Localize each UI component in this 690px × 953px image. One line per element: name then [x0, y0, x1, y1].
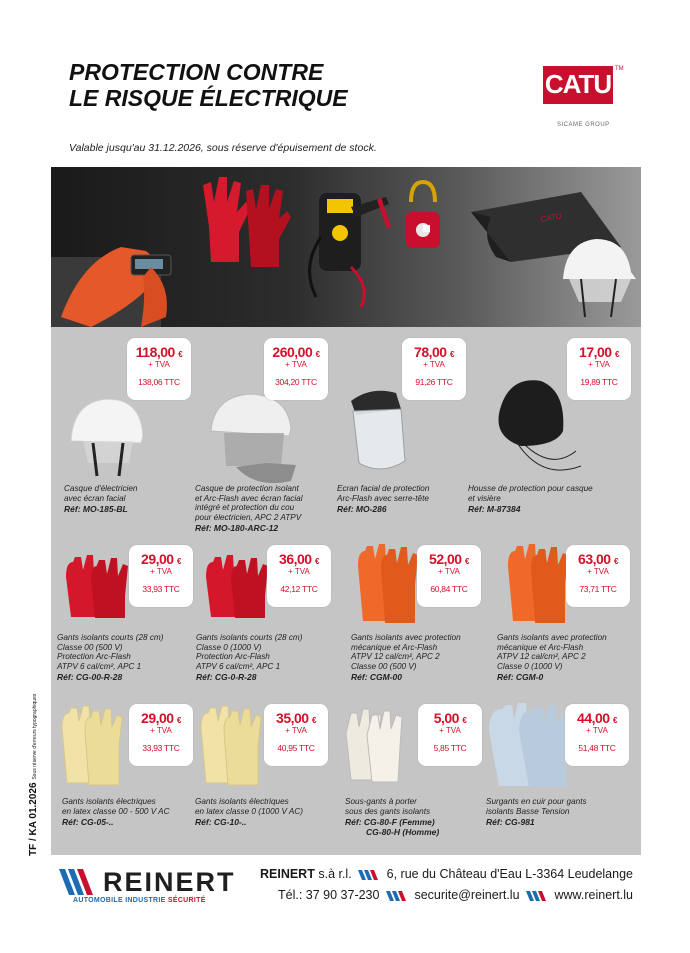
- hero-banner: [51, 167, 641, 327]
- website-link[interactable]: www.reinert.lu: [554, 888, 633, 902]
- price-tag: 36,00 € + TVA 42,12 TTC: [267, 545, 331, 607]
- product-description: Gants isolants électriques en latex classe 0 (1000 V AC) Réf: CG-10-..: [195, 797, 304, 828]
- price-tag: 29,00 € + TVA 33,93 TTC: [129, 704, 193, 766]
- product-description: Casque de protection isolant et Arc-Flash avec écran facial intégré et protection du cou pour électricien, APC 2 ATPV Réf: MO-180-ARC-12: [195, 484, 303, 534]
- reinert-tagline: AUTOMOBILE INDUSTRIE SÉCURITÉ: [73, 897, 206, 904]
- reinert-slashes-icon: [59, 869, 103, 897]
- price-tag: 260,00 € + TVA 304,20 TTC: [264, 338, 328, 400]
- orange-gloves-image: [353, 541, 423, 626]
- company-address: REINERT s.à r.l. 6, rue du Château d'Eau L-3364 Leudelange: [259, 867, 633, 881]
- price-tag: 44,00 € + TVA 51,48 TTC: [565, 704, 629, 766]
- leather-overgloves-image: [484, 701, 574, 791]
- validity-note: Valable jusqu'au 31.12.2026, sous réserve d'épuisement de stock.: [69, 142, 377, 154]
- company-contact: Tél.: 37 90 37-230 securite@reinert.lu www.reinert.lu: [278, 888, 633, 902]
- catu-group-text: SICAME GROUP: [557, 122, 610, 128]
- helmet-cover-image: [481, 371, 581, 481]
- price-tag: 17,00 € + TVA 19,89 TTC: [567, 338, 631, 400]
- product-description: Ecran facial de protection Arc-Flash avec serre-tête Réf: MO-286: [337, 484, 430, 515]
- email-link[interactable]: securite@reinert.lu: [414, 888, 520, 902]
- product-description: Gants isolants courts (28 cm) Classe 0 (1000 V) Protection Arc-Flash ATPV 6 cal/cm², APC 1 Réf: CG-0-R-28: [196, 633, 303, 683]
- title-line-1: PROTECTION CONTRE: [69, 59, 324, 85]
- price-tag: 5,00 € + TVA 5,85 TTC: [418, 704, 482, 766]
- reinert-logo: [59, 867, 236, 907]
- price-tag: 29,00 € + TVA 33,93 TTC: [129, 545, 193, 607]
- product-description: Surgants en cuir pour gants isolants Basse Tension Réf: CG-981: [486, 797, 587, 828]
- product-description: Gants isolants avec protection mécanique et Arc-Flash ATPV 12 cal/cm², APC 2 Classe 00 (500 V) Réf: CGM-00: [351, 633, 461, 683]
- slash-divider-icon: [526, 891, 548, 901]
- price-tag: 63,00 € + TVA 73,71 TTC: [566, 545, 630, 607]
- orange-gloves-image: [503, 541, 573, 626]
- product-description: Housse de protection pour casque et visière Réf: M-87384: [468, 484, 593, 515]
- catu-logo-text: CATU: [544, 69, 612, 99]
- price-tag: 52,00 € + TVA 60,84 TTC: [417, 545, 481, 607]
- svg-text:CATU: CATU: [539, 211, 563, 224]
- helmet-faceshield-image: [63, 391, 143, 481]
- reinert-wordmark: REINERT: [103, 867, 236, 897]
- under-gloves-image: [341, 705, 411, 785]
- product-description: Gants isolants courts (28 cm) Classe 00 (500 V) Protection Arc-Flash ATPV 6 cal/cm², APC 1 Réf: CG-00-R-28: [57, 633, 164, 683]
- red-gloves-image: [201, 552, 271, 622]
- product-description: Gants isolants électriques en latex classe 00 - 500 V AC Réf: CG-05-..: [62, 797, 170, 828]
- product-description: Gants isolants avec protection mécanique et Arc-Flash ATPV 12 cal/cm², APC 2 Classe 0 (1000 V) Réf: CGM-0: [497, 633, 607, 683]
- arcflash-helmet-image: [196, 391, 306, 491]
- page-title: [69, 59, 348, 111]
- catu-logo: CATU TM SICAME GROUP: [544, 66, 624, 128]
- footer: [51, 855, 641, 913]
- product-description: Casque d'électricien avec écran facial Réf: MO-185-BL: [64, 484, 138, 515]
- price-tag: 118,00 € + TVA 138,06 TTC: [127, 338, 191, 400]
- latex-gloves-image: [57, 703, 127, 788]
- header: [51, 39, 641, 167]
- price-tag: 35,00 € + TVA 40,95 TTC: [264, 704, 328, 766]
- products-area: [51, 327, 641, 855]
- product-description: Sous-gants à porter sous des gants isolants Réf: CG-80-F (Femme) CG-80-H (Homme): [345, 797, 440, 837]
- price-tag: 78,00 € + TVA 91,26 TTC: [402, 338, 466, 400]
- side-note: TF / KA 01.2026 Sous réserve d'erreurs typographiques: [28, 693, 39, 856]
- slash-divider-icon: [386, 891, 408, 901]
- red-gloves-image: [61, 552, 131, 622]
- title-line-2: LE RISQUE ÉLECTRIQUE: [69, 85, 348, 111]
- slash-divider-icon: [358, 870, 380, 880]
- latex-gloves-image: [196, 703, 266, 788]
